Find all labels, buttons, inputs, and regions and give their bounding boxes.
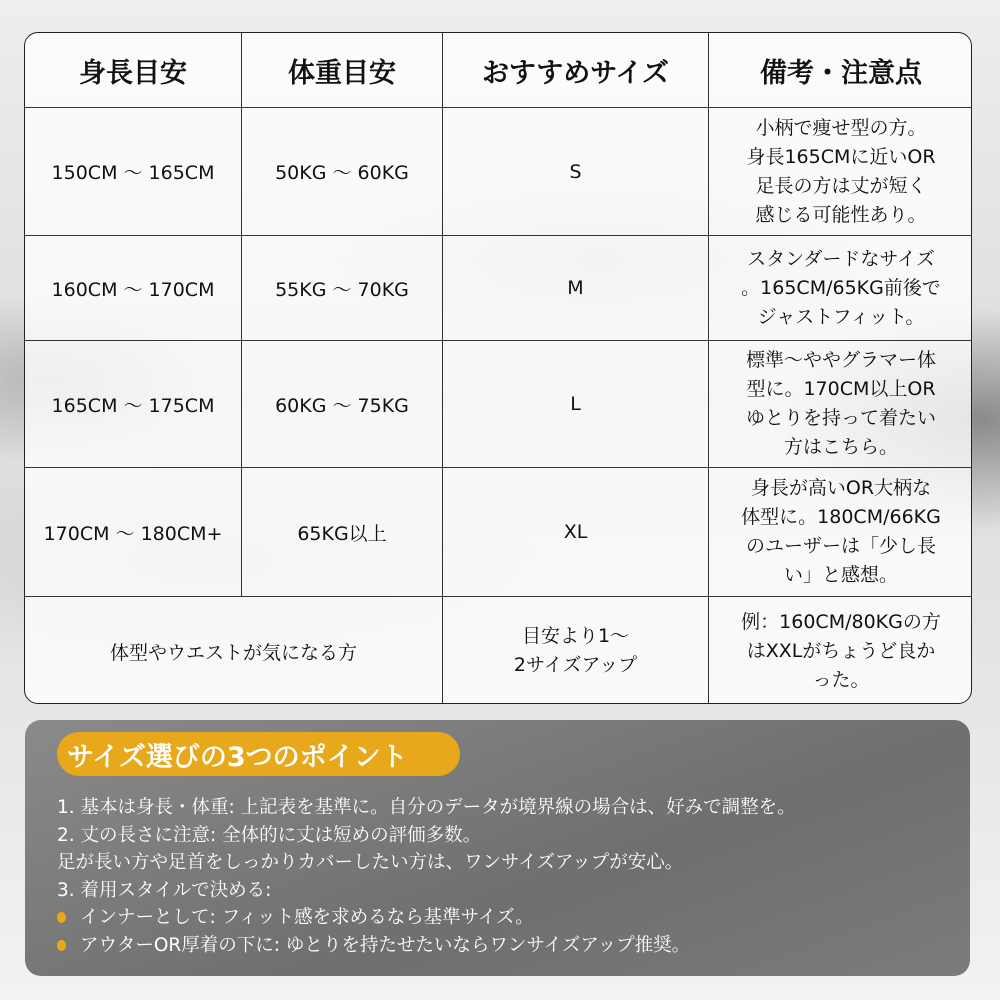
size-points-panel [25, 720, 970, 976]
note-line: 感じる可能性あり。 [755, 203, 927, 226]
extra-label: 体型やウエストが気になる方 [25, 597, 443, 704]
note-line: 方はこちら。 [783, 436, 898, 458]
note-line: ゆとりを持って着たい [745, 407, 936, 429]
row-s-note [709, 108, 972, 236]
row-xl-size: XL [443, 468, 709, 597]
header-notes: 備考・注意点 [709, 33, 972, 108]
row-xl-height: 170CM ～ 180CM+ [25, 468, 242, 597]
note-line: 小柄で痩せ型の方。 [755, 116, 927, 139]
extra-size [443, 597, 709, 704]
row-l-note [709, 341, 972, 468]
bullet-icon [57, 912, 66, 923]
bullet-item [57, 932, 796, 960]
row-s-size: S [443, 108, 709, 236]
point-line: 3. 着用スタイルで決める: [57, 879, 272, 901]
note-line: った。 [812, 668, 870, 691]
note-line: 。165CM/65KG前後で [741, 276, 941, 299]
note-line: い」と感想。 [783, 564, 898, 586]
row-m-note [709, 236, 972, 341]
size-line: 2サイズアップ [513, 654, 638, 676]
bullet-icon [57, 940, 66, 951]
row-l-size: L [443, 341, 709, 468]
size-line: 目安より1～ [521, 625, 630, 647]
row-l-height: 165CM ～ 175CM [25, 341, 242, 468]
header-height: 身長目安 [25, 33, 242, 108]
note-line: スタンダードなサイズ [747, 247, 935, 270]
row-s-weight: 50KG ～ 60KG [242, 108, 443, 236]
note-line: 足長の方は丈が短く [755, 174, 927, 197]
point-line: 2. 丈の長さに注意: 全体的に丈は短めの評価多数。 [57, 824, 482, 846]
note-line: 身長165CMに近いOR [746, 145, 936, 168]
bullet-text: インナーとして: フィット感を求めるなら基準サイズ。 [80, 907, 534, 928]
note-line: ジャストフィット。 [757, 305, 925, 328]
bullet-text: アウターOR厚着の下に: ゆとりを持たせたいならワンサイズアップ推奨。 [80, 934, 691, 956]
row-xl-note [709, 468, 972, 597]
note-line: のユーザーは「少し長 [745, 535, 936, 557]
note-line: 標準～ややグラマー体 [745, 349, 936, 371]
bullet-item [57, 904, 796, 932]
extra-note [709, 597, 972, 704]
note-line: はXXLがちょうど良か [746, 639, 936, 662]
row-xl-weight: 65KG以上 [242, 468, 443, 597]
header-weight: 体重目安 [242, 33, 443, 108]
row-l-weight: 60KG ～ 75KG [242, 341, 443, 468]
row-m-height: 160CM ～ 170CM [25, 236, 242, 341]
points-title: サイズ選びの3つのポイント [57, 732, 460, 776]
note-line: 例：160CM/80KGの方 [741, 610, 941, 633]
note-line: 体型に。180CM/66KG [741, 506, 941, 528]
note-line: 型に。170CM以上OR [746, 378, 936, 400]
row-m-weight: 55KG ～ 70KG [242, 236, 443, 341]
row-s-height: 150CM ～ 165CM [25, 108, 242, 236]
point-line: 1. 基本は身長・体重: 上記表を基準に。自分のデータが境界線の場合は、好みで調整を。 [57, 797, 796, 818]
size-chart-table [24, 32, 972, 704]
row-m-size: M [443, 236, 709, 341]
point-line: 足が長い方や足首をしっかりカバーしたい方は、ワンサイズアップが安心。 [57, 852, 684, 873]
header-size: おすすめサイズ [443, 33, 709, 108]
note-line: 身長が高いOR大柄な [750, 477, 932, 499]
